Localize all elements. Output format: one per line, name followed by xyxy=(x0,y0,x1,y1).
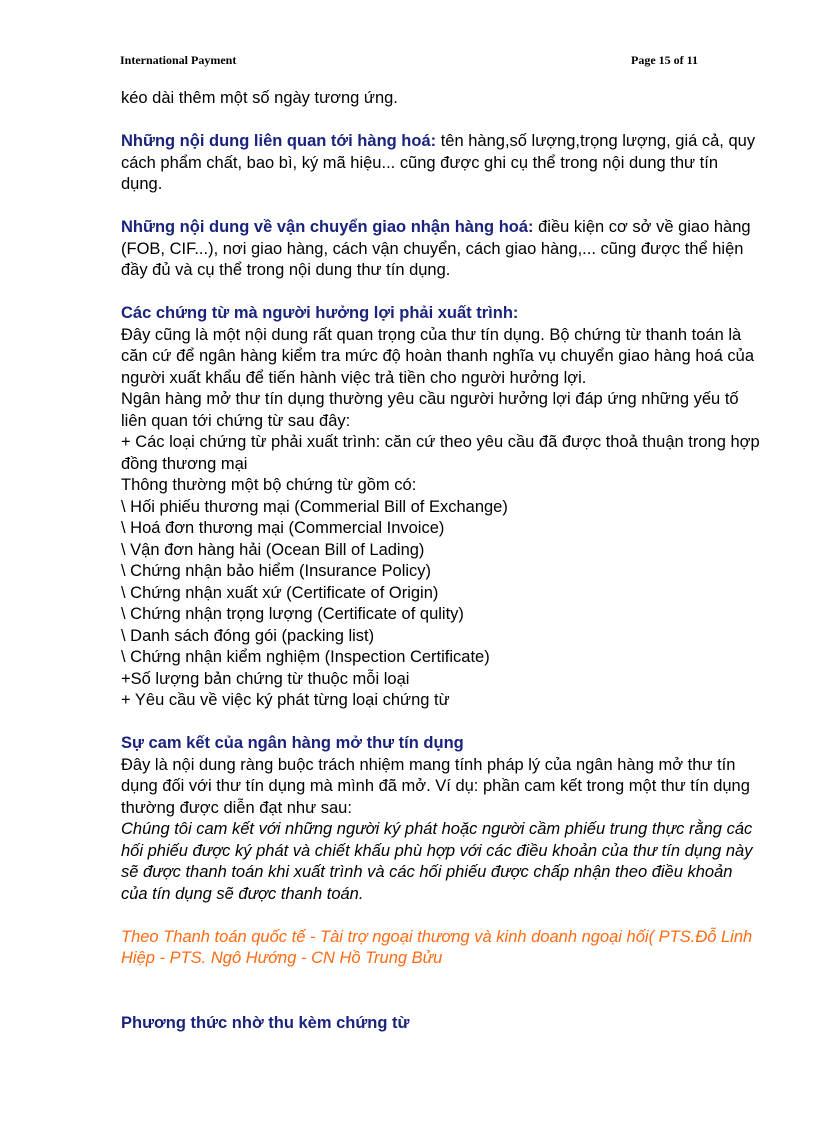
commitment-paragraph: Đây là nội dung ràng buộc trách nhiệm mang tính pháp lý của ngân hàng mở thư tín dụng đối với thư tín dụng mà mình đã mở. Ví dụ: phần cam kết trong một thư tín dụng thường được diễn đạt như sau: xyxy=(121,755,750,817)
transport-paragraph xyxy=(121,217,761,282)
doc-item: \ Chứng nhận trọng lượng (Certificate of qulity) xyxy=(121,605,464,623)
documents-paragraph-4: Thông thường một bộ chứng từ gồm có: xyxy=(121,476,417,494)
commitment-heading: Sự cam kết của ngân hàng mở thư tín dụng xyxy=(121,734,464,752)
documents-paragraph-3: + Các loại chứng từ phải xuất trình: căn cứ theo yêu cầu đã được thoả thuận trong hợp đồng thương mại xyxy=(121,433,760,473)
page-header xyxy=(120,53,698,68)
doc-item: \ Vận đơn hàng hải (Ocean Bill of Lading) xyxy=(121,540,425,559)
doc-item: \ Chứng nhận kiểm nghiệm (Inspection Certificate) xyxy=(121,648,490,666)
documents-heading: Các chứng từ mà người hưởng lợi phải xuất trình: xyxy=(121,304,519,322)
doc-item: \ Hoá đơn thương mại (Commercial Invoice) xyxy=(121,519,445,537)
commitment-quote: Chúng tôi cam kết với những người ký phát hoặc người cầm phiếu trung thực rằng các hối phiếu được ký phát và chiết khấu phù hợp với các điều khoản của thư tín dụng này sẽ được thanh toán khi xuất trình và các hối phiếu được chấp nhận theo điều khoản của tín dụng sẽ được thanh toán. xyxy=(121,820,753,903)
transport-text: điều kiện cơ sở về giao hàng (FOB, CIF...), nơi giao hàng, cách vận chuyển, cách giao hàng,... cũng được thể hiện đầy đủ và cụ thể trong nội dung thư tín dụng. xyxy=(121,218,751,279)
method-heading: Phương thức nhờ thu kèm chứng từ xyxy=(121,1013,410,1032)
source-citation: Theo Thanh toán quốc tế - Tài trợ ngoại thương và kinh doanh ngoại hối( PTS.Đỗ Linh Hiệp - PTS. Ngô Hướng - CN Hồ Trung Bửu xyxy=(121,927,753,967)
intro-line: kéo dài thêm một số ngày tương ứng. xyxy=(121,89,398,107)
page-number: Page 15 of 11 xyxy=(631,53,698,67)
doc-item: \ Chứng nhận xuất xứ (Certificate of Origin) xyxy=(121,583,439,602)
documents-paragraph-2: Ngân hàng mở thư tín dụng thường yêu cầu người hưởng lợi đáp ứng những yếu tố liên quan tới chứng từ sau đây: xyxy=(121,390,739,430)
doc-item: \ Danh sách đóng gói (packing list) xyxy=(121,626,375,645)
goods-text: tên hàng,số lượng,trọng lượng, giá cả, quy cách phẩm chất, bao bì, ký mã hiệu... cũng được ghi cụ thể trong nội dung thư tín dụng. xyxy=(121,132,756,193)
doc-item: + Yêu cầu về việc ký phát từng loại chứng từ xyxy=(121,691,450,709)
doc-item: \ Hối phiếu thương mại (Commerial Bill of Exchange) xyxy=(121,497,508,516)
goods-paragraph xyxy=(121,131,761,196)
goods-heading: Những nội dung liên quan tới hàng hoá: xyxy=(121,132,437,150)
document-body xyxy=(121,88,761,1034)
header-title: International Payment xyxy=(120,53,237,67)
documents-paragraph-1: Đây cũng là một nội dung rất quan trọng của thư tín dụng. Bộ chứng từ thanh toán là căn cứ để ngân hàng kiểm tra mức độ hoàn thanh nghĩa vụ chuyển giao hàng hoá của người xuất khẩu để tiến hành việc trả tiền cho người hưởng lợi. xyxy=(121,325,755,387)
doc-item: +Số lượng bản chứng từ thuộc mỗi loại xyxy=(121,669,410,688)
doc-item: \ Chứng nhận bảo hiểm (Insurance Policy) xyxy=(121,562,432,580)
transport-heading: Những nội dung về vận chuyển giao nhận hàng hoá: xyxy=(121,218,534,236)
